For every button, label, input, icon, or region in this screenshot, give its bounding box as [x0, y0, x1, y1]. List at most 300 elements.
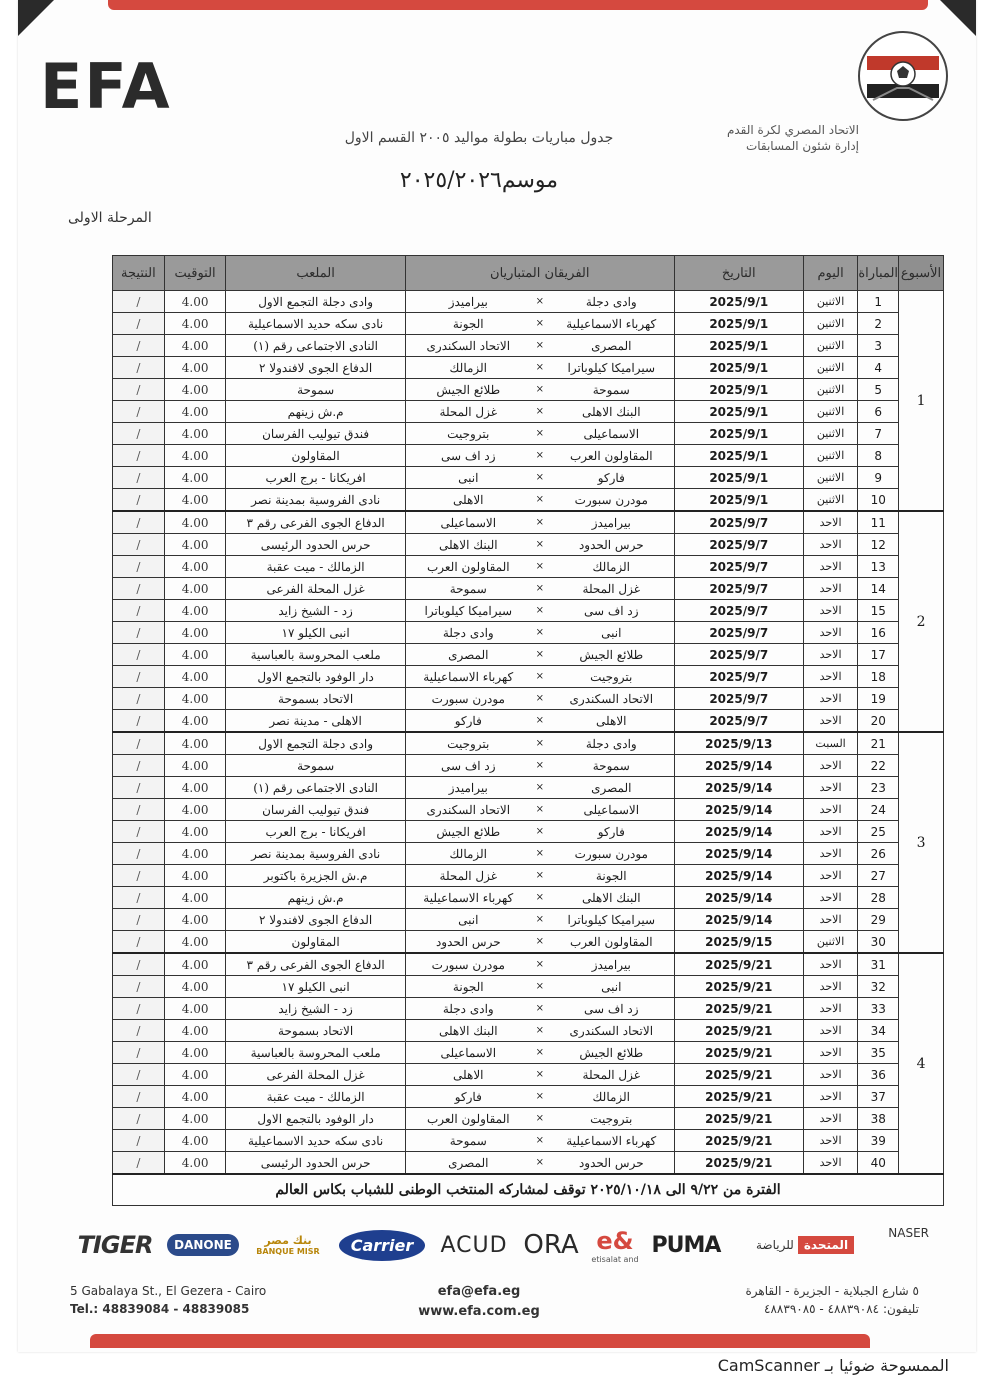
match-result: /: [113, 755, 165, 777]
match-venue: الزمالك - ميت عقبة: [226, 556, 405, 578]
table-row: [113, 1130, 944, 1152]
match-day: الاحد: [803, 644, 858, 666]
match-date: 2025/9/21: [674, 1108, 803, 1130]
match-date: 2025/9/7: [674, 710, 803, 733]
home-team: البنك الاهلى: [581, 404, 641, 419]
match-day: الاحد: [803, 777, 858, 799]
match-result: /: [113, 556, 165, 578]
match-venue: زد - الشيخ زايد: [226, 600, 405, 622]
table-row: [113, 1042, 944, 1064]
match-date: 2025/9/14: [674, 909, 803, 931]
away-team: سيراميكا كيلوباترا: [424, 603, 513, 618]
match-teams: [405, 401, 674, 423]
match-time: 4.00: [164, 1108, 226, 1130]
match-teams: [405, 313, 674, 335]
table-row: [113, 556, 944, 578]
match-day: الاحد: [803, 799, 858, 821]
match-teams: [405, 511, 674, 534]
match-venue: فندق تيوليب الفرسان: [226, 423, 405, 445]
match-number: 31: [858, 953, 899, 976]
match-number: 18: [858, 666, 899, 688]
match-venue: وادى دجلة التجمع الاول: [226, 732, 405, 755]
table-row: [113, 1086, 944, 1108]
table-row: [113, 511, 944, 534]
match-venue: فندق تيوليب الفرسان: [226, 799, 405, 821]
match-result: /: [113, 976, 165, 998]
teams-pair: [406, 626, 674, 640]
match-number: 11: [858, 511, 899, 534]
vs-mark: ×: [535, 826, 544, 837]
match-venue: زد - الشيخ زايد: [226, 998, 405, 1020]
match-date: 2025/9/13: [674, 732, 803, 755]
table-row: [113, 357, 944, 379]
home-team: سموحة: [592, 758, 630, 773]
match-day: الاحد: [803, 1064, 858, 1086]
match-date: 2025/9/1: [674, 445, 803, 467]
match-teams: [405, 710, 674, 733]
match-venue: دار الوفود بالتجمع الاول: [226, 1108, 405, 1130]
match-date: 2025/9/1: [674, 467, 803, 489]
match-number: 10: [858, 489, 899, 512]
table-row: [113, 710, 944, 733]
ora-logo: ORA: [523, 1230, 579, 1260]
match-time: 4.00: [164, 865, 226, 887]
match-result: /: [113, 1064, 165, 1086]
match-result: /: [113, 1152, 165, 1175]
vs-mark: ×: [535, 472, 544, 483]
match-number: 2: [858, 313, 899, 335]
home-team: بيراميدز: [591, 515, 631, 530]
match-day: الاثنين: [803, 401, 858, 423]
sponsor-banque-misr: [248, 1225, 328, 1265]
match-result: /: [113, 666, 165, 688]
header-match: المباراة: [858, 256, 899, 291]
table-row: [113, 622, 944, 644]
sponsor-united: [730, 1225, 880, 1265]
match-date: 2025/9/14: [674, 887, 803, 909]
away-team: الاهلى: [453, 492, 484, 507]
match-time: 4.00: [164, 313, 226, 335]
match-number: 7: [858, 423, 899, 445]
match-result: /: [113, 1130, 165, 1152]
match-result: /: [113, 511, 165, 534]
match-venue: غزل المحلة الفرعى: [226, 1064, 405, 1086]
sponsor-danone: [165, 1225, 241, 1265]
match-teams: [405, 953, 674, 976]
match-date: 2025/9/15: [674, 931, 803, 954]
match-venue: نادى الفروسية بمدينة نصر: [226, 843, 405, 865]
match-venue: الزمالك - ميت عقبة: [226, 1086, 405, 1108]
match-number: 19: [858, 688, 899, 710]
match-number: 16: [858, 622, 899, 644]
match-venue: وادى دجلة التجمع الاول: [226, 291, 405, 313]
table-header-row: [113, 256, 944, 291]
match-venue: حرس الحدود الرئيسى: [226, 534, 405, 556]
match-number: 20: [858, 710, 899, 733]
match-result: /: [113, 313, 165, 335]
away-team: المصرى: [448, 647, 489, 662]
table-row: [113, 976, 944, 998]
away-team: بتروجيت: [447, 736, 490, 751]
match-teams: [405, 335, 674, 357]
match-time: 4.00: [164, 511, 226, 534]
match-teams: [405, 1108, 674, 1130]
vs-mark: ×: [535, 1091, 544, 1102]
match-result: /: [113, 998, 165, 1020]
match-teams: [405, 467, 674, 489]
match-day: السبت: [803, 732, 858, 755]
table-row: [113, 843, 944, 865]
match-venue: نادى الفروسية بمدينة نصر: [226, 489, 405, 512]
vs-mark: ×: [535, 981, 544, 992]
teams-pair: [406, 847, 674, 861]
away-team: فاركو: [454, 1089, 482, 1104]
match-teams: [405, 578, 674, 600]
home-team: الاتحاد السكندرى: [569, 1023, 654, 1038]
table-row: [113, 401, 944, 423]
sponsor-ora: [518, 1225, 584, 1265]
teams-pair: [406, 582, 674, 596]
away-team: المقاولون العرب: [426, 1111, 510, 1126]
vs-mark: ×: [535, 848, 544, 859]
match-day: الاحد: [803, 688, 858, 710]
home-team: مودرن سبورت: [574, 846, 648, 861]
away-team: زد اف سى: [440, 758, 496, 773]
match-teams: [405, 666, 674, 688]
match-day: الاحد: [803, 1130, 858, 1152]
match-date: 2025/9/1: [674, 489, 803, 512]
teams-pair: [406, 1156, 674, 1170]
danone-logo: DANONE: [167, 1234, 239, 1256]
teams-pair: [406, 449, 674, 463]
away-team: الاتحاد السكندرى: [426, 338, 511, 353]
match-day: الاحد: [803, 821, 858, 843]
acud-logo: ACUD: [440, 1232, 508, 1258]
match-teams: [405, 622, 674, 644]
match-number: 36: [858, 1064, 899, 1086]
teams-pair: [406, 383, 674, 397]
teams-pair: [406, 803, 674, 817]
match-teams: [405, 489, 674, 512]
away-team: الاسماعيلى: [440, 1045, 497, 1060]
vs-mark: ×: [535, 649, 544, 660]
away-team: حرس الحدود: [435, 934, 501, 949]
match-venue: حرس الحدود الرئيسى: [226, 1152, 405, 1175]
match-date: 2025/9/21: [674, 998, 803, 1020]
match-number: 34: [858, 1020, 899, 1042]
match-date: 2025/9/1: [674, 291, 803, 313]
match-result: /: [113, 534, 165, 556]
home-team: المقاولون العرب: [569, 934, 653, 949]
match-time: 4.00: [164, 489, 226, 512]
match-number: 6: [858, 401, 899, 423]
match-date: 2025/9/14: [674, 865, 803, 887]
match-date: 2025/9/1: [674, 313, 803, 335]
match-time: 4.00: [164, 644, 226, 666]
match-date: 2025/9/7: [674, 511, 803, 534]
teams-pair: [406, 1090, 674, 1104]
away-team: البنك الاهلى: [438, 537, 498, 552]
match-date: 2025/9/1: [674, 401, 803, 423]
org-line-1: الاتحاد المصري لكرة القدم: [726, 123, 859, 137]
match-time: 4.00: [164, 998, 226, 1020]
table-row: [113, 534, 944, 556]
match-result: /: [113, 688, 165, 710]
match-date: 2025/9/7: [674, 578, 803, 600]
away-team: زد اف سى: [440, 448, 496, 463]
match-venue: الاهلى - مدينة نصر: [226, 710, 405, 733]
match-teams: [405, 688, 674, 710]
carrier-logo: Carrier: [339, 1230, 426, 1261]
match-day: الاحد: [803, 755, 858, 777]
away-team: بيراميدز: [448, 780, 488, 795]
away-team: بتروجيت: [447, 426, 490, 441]
vs-mark: ×: [535, 450, 544, 461]
match-number: 1: [858, 291, 899, 313]
match-time: 4.00: [164, 423, 226, 445]
away-team: بيراميدز: [448, 294, 488, 309]
match-teams: [405, 291, 674, 313]
away-team: طلائع الجيش: [436, 382, 501, 397]
away-team: الاتحاد السكندرى: [426, 802, 511, 817]
away-team: الزمالك: [449, 360, 488, 375]
table-row: [113, 998, 944, 1020]
table-row: [113, 313, 944, 335]
match-result: /: [113, 379, 165, 401]
telephone-ar: تليفون: ٤٨٨٣٩٠٨٤ - ٤٨٨٣٩٠٨٥: [764, 1302, 919, 1316]
match-time: 4.00: [164, 1086, 226, 1108]
vs-mark: ×: [535, 1113, 544, 1124]
vs-mark: ×: [535, 804, 544, 815]
match-day: الاحد: [803, 1042, 858, 1064]
home-team: مودرن سبورت: [574, 492, 648, 507]
match-venue: سموحة: [226, 755, 405, 777]
teams-pair: [406, 869, 674, 883]
header-date: التاريخ: [674, 256, 803, 291]
teams-pair: [406, 714, 674, 728]
match-number: 9: [858, 467, 899, 489]
match-day: الاثنين: [803, 423, 858, 445]
match-time: 4.00: [164, 335, 226, 357]
etisalat-logo: e&: [596, 1226, 634, 1255]
home-team: الجونة: [595, 868, 627, 883]
match-teams: [405, 909, 674, 931]
sponsor-puma: [646, 1225, 726, 1265]
vs-mark: ×: [535, 362, 544, 373]
match-number: 25: [858, 821, 899, 843]
website-link[interactable]: www.efa.com.eg: [418, 1304, 540, 1319]
email-link[interactable]: efa@efa.eg: [437, 1284, 521, 1299]
puma-logo: PUMA: [651, 1232, 721, 1258]
home-team: كهرباء الاسماعيلية: [566, 316, 657, 331]
home-team: غزل المحلة: [582, 581, 641, 596]
home-team: فاركو: [597, 470, 625, 485]
vs-mark: ×: [535, 715, 544, 726]
match-number: 27: [858, 865, 899, 887]
home-team: زد اف سى: [583, 603, 639, 618]
match-day: الاحد: [803, 556, 858, 578]
away-team: مودرن سبورت: [431, 957, 505, 972]
match-time: 4.00: [164, 843, 226, 865]
match-venue: المقاولون: [226, 931, 405, 954]
match-time: 4.00: [164, 357, 226, 379]
teams-pair: [406, 781, 674, 795]
match-day: الاحد: [803, 1152, 858, 1175]
teams-pair: [406, 737, 674, 751]
home-team: بتروجيت: [590, 669, 633, 684]
home-team: طلائع الجيش: [579, 647, 644, 662]
away-team: غزل المحلة: [439, 868, 498, 883]
match-venue: م.ش الجزيرة باكتوبر: [226, 865, 405, 887]
match-result: /: [113, 865, 165, 887]
match-result: /: [113, 732, 165, 755]
match-teams: [405, 865, 674, 887]
match-day: الاحد: [803, 887, 858, 909]
match-teams: [405, 777, 674, 799]
vs-mark: ×: [535, 1047, 544, 1058]
match-number: 33: [858, 998, 899, 1020]
match-teams: [405, 1152, 674, 1175]
address-ar: ٥ شارع الجبلاية - الجزيرة - القاهرة: [745, 1284, 919, 1298]
teams-pair: [406, 427, 674, 441]
match-date: 2025/9/21: [674, 1152, 803, 1175]
match-date: 2025/9/7: [674, 556, 803, 578]
match-result: /: [113, 887, 165, 909]
vs-mark: ×: [535, 340, 544, 351]
table-row: [113, 821, 944, 843]
away-team: كهرباء الاسماعيلية: [423, 890, 514, 905]
match-date: 2025/9/14: [674, 843, 803, 865]
match-time: 4.00: [164, 821, 226, 843]
match-teams: [405, 1020, 674, 1042]
match-time: 4.00: [164, 931, 226, 954]
match-result: /: [113, 821, 165, 843]
away-team: الجونة: [452, 316, 484, 331]
fixtures-table: [112, 255, 944, 1206]
address-en: 5 Gabalaya St., El Gezera - Cairo: [70, 1284, 267, 1298]
match-day: الاحد: [803, 843, 858, 865]
home-team: الاتحاد السكندرى: [569, 691, 654, 706]
match-teams: [405, 821, 674, 843]
match-venue: ملعب المحروسة بالعباسية: [226, 644, 405, 666]
match-day: الاحد: [803, 909, 858, 931]
vs-mark: ×: [535, 1069, 544, 1080]
camscanner-watermark: الممسوحة ضوئيا بـ CamScanner: [717, 1356, 949, 1375]
teams-pair: [406, 825, 674, 839]
match-result: /: [113, 909, 165, 931]
match-result: /: [113, 401, 165, 423]
match-teams: [405, 600, 674, 622]
match-number: 15: [858, 600, 899, 622]
match-number: 37: [858, 1086, 899, 1108]
season-label: موسم٢٠٢٥/٢٠٢٦: [399, 168, 559, 193]
match-date: 2025/9/21: [674, 976, 803, 998]
match-time: 4.00: [164, 534, 226, 556]
match-venue: الدفاع الجوى لافندولا ٢: [226, 357, 405, 379]
match-result: /: [113, 710, 165, 733]
table-row: [113, 489, 944, 512]
match-teams: [405, 423, 674, 445]
match-venue: م.ش زينهم: [226, 401, 405, 423]
match-date: 2025/9/21: [674, 1042, 803, 1064]
vs-mark: ×: [535, 1135, 544, 1146]
match-date: 2025/9/21: [674, 1020, 803, 1042]
vs-mark: ×: [535, 1157, 544, 1168]
away-team: سموحة: [449, 581, 487, 596]
match-venue: افريكانا - برج العرب: [226, 467, 405, 489]
match-day: الاحد: [803, 1020, 858, 1042]
match-number: 17: [858, 644, 899, 666]
match-venue: النادى الاجتماعى رقم (١): [226, 335, 405, 357]
teams-pair: [406, 339, 674, 353]
match-day: الاحد: [803, 578, 858, 600]
match-date: 2025/9/7: [674, 666, 803, 688]
vs-mark: ×: [535, 406, 544, 417]
table-row: [113, 423, 944, 445]
match-venue: الاتحاد بسموحة: [226, 1020, 405, 1042]
address-ar-block: [745, 1282, 919, 1318]
away-team: سموحة: [449, 1133, 487, 1148]
bottom-red-bar: [90, 1334, 870, 1348]
home-team: حرس الحدود: [578, 537, 644, 552]
suspension-note: الفترة من ٩/٢٢ الى ٢٠٢٥/١٠/١٨ توقف لمشاركه المنتخب الوطنى للشباب بكاس العالم: [113, 1174, 944, 1206]
match-time: 4.00: [164, 1064, 226, 1086]
match-date: 2025/9/7: [674, 534, 803, 556]
match-teams: [405, 1042, 674, 1064]
vs-mark: ×: [535, 517, 544, 528]
stage-label: المرحلة الاولى: [68, 210, 152, 226]
match-venue: ملعب المحروسة بالعباسية: [226, 1042, 405, 1064]
match-result: /: [113, 644, 165, 666]
match-venue: نادى سكه حديد الاسماعيلية: [226, 313, 405, 335]
home-team: المصرى: [591, 780, 632, 795]
match-teams: [405, 1086, 674, 1108]
home-team: الاهلى: [596, 713, 627, 728]
match-teams: [405, 755, 674, 777]
teams-pair: [406, 692, 674, 706]
home-team: انبى: [601, 979, 622, 994]
home-team: سموحة: [592, 382, 630, 397]
sponsor-naser: NASER: [888, 1226, 929, 1240]
match-time: 4.00: [164, 799, 226, 821]
home-team: حرس الحدود: [578, 1155, 644, 1170]
corner-ornament-left: [18, 0, 54, 36]
vs-mark: ×: [535, 693, 544, 704]
match-time: 4.00: [164, 755, 226, 777]
away-team: طلائع الجيش: [436, 824, 501, 839]
home-team: بتروجيت: [590, 1111, 633, 1126]
match-result: /: [113, 467, 165, 489]
away-team: المقاولون العرب: [426, 559, 510, 574]
match-date: 2025/9/14: [674, 799, 803, 821]
table-row: [113, 445, 944, 467]
away-team: وادى دجلة: [442, 625, 494, 640]
sponsor-acud: [436, 1225, 512, 1265]
home-team: الزمالك: [592, 1089, 631, 1104]
match-time: 4.00: [164, 578, 226, 600]
org-line-2: إدارة شئون المسابقات: [745, 139, 859, 153]
home-team: بيراميدز: [591, 957, 631, 972]
home-team: الاسماعيلى: [583, 426, 640, 441]
match-venue: م.ش زينهم: [226, 887, 405, 909]
teams-pair: [406, 913, 674, 927]
suspension-note-row: [113, 1174, 944, 1206]
match-time: 4.00: [164, 600, 226, 622]
sponsor-carrier: [334, 1225, 430, 1265]
vs-mark: ×: [535, 605, 544, 616]
table-row: [113, 1108, 944, 1130]
match-day: الاحد: [803, 511, 858, 534]
